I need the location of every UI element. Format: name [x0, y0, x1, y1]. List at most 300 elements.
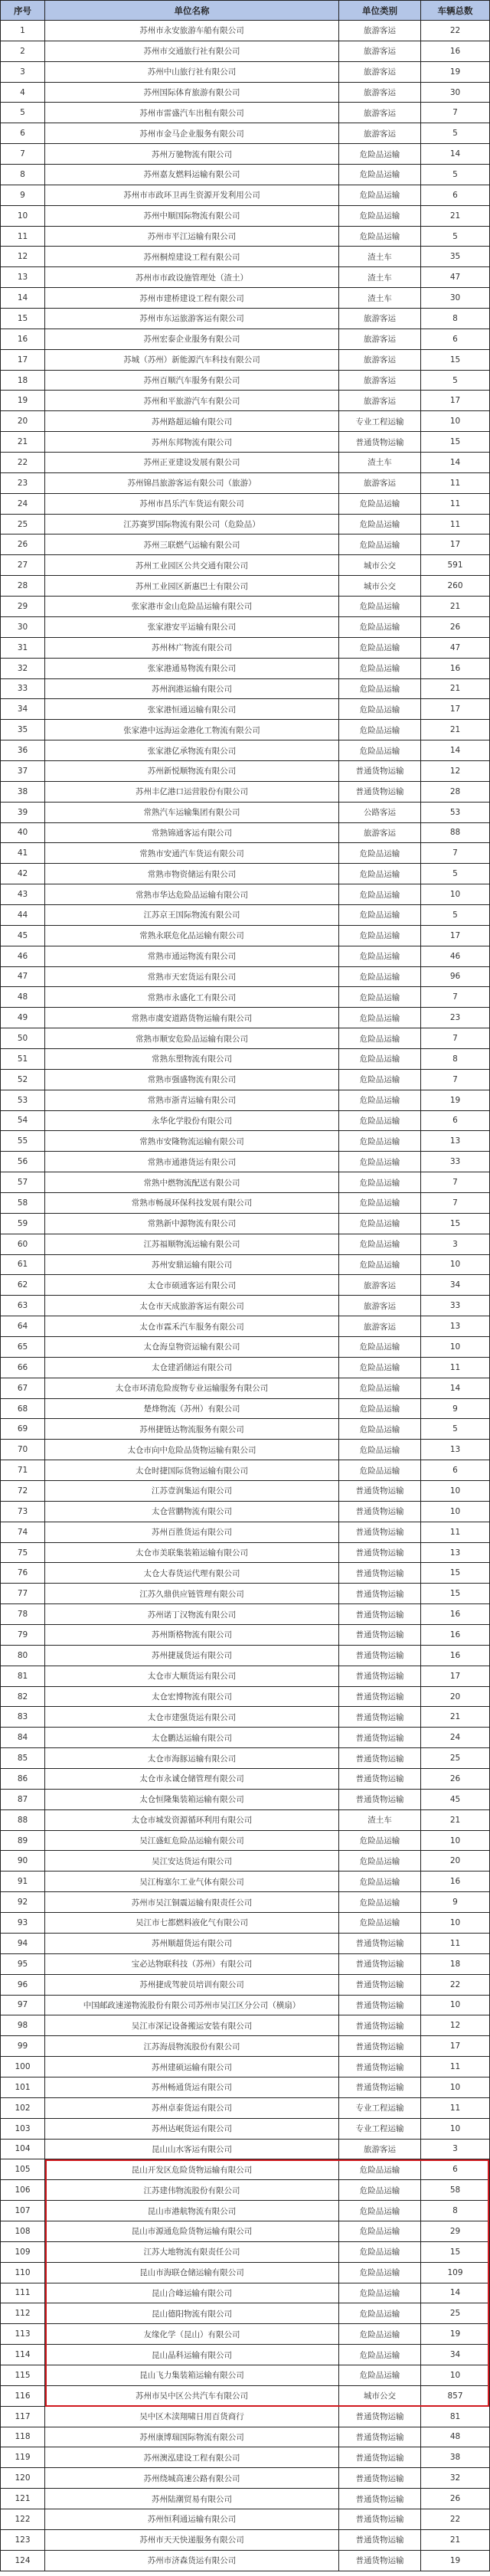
table-row: [0, 494, 490, 515]
row-category: 旅游客运: [339, 329, 421, 349]
row-vehicle-count: 26: [421, 617, 490, 637]
row-seq: 17: [0, 350, 45, 370]
row-category: 旅游客运: [339, 1316, 421, 1336]
row-company-name: 昆山飞力集装箱运输有限公司: [45, 2365, 339, 2385]
row-category: 普通货物运输: [339, 2489, 421, 2509]
row-vehicle-count: 20: [421, 1851, 490, 1871]
row-vehicle-count: 14: [421, 1378, 490, 1398]
row-company-name: 苏州市昌乐汽车货运有限公司: [45, 494, 339, 514]
row-company-name: 太仓市永诚仓储管理有限公司: [45, 1769, 339, 1789]
row-category: 危险品运输: [339, 1337, 421, 1357]
row-category: 普通货物运输: [339, 1522, 421, 1542]
table-row: [0, 597, 490, 617]
row-vehicle-count: 21: [421, 206, 490, 226]
row-vehicle-count: 6: [421, 2159, 490, 2179]
row-company-name: 常熟市天宏货运有限公司: [45, 967, 339, 987]
table-row: [0, 350, 490, 371]
table-row: [0, 2365, 490, 2386]
row-company-name: 江苏大地物流有限责任公司: [45, 2242, 339, 2262]
table-row: [0, 2530, 490, 2551]
row-vehicle-count: 10: [421, 1996, 490, 2015]
row-company-name: 昆山开发区危险货物运输有限公司: [45, 2159, 339, 2179]
row-seq: 6: [0, 123, 45, 143]
row-company-name: 苏州工业园区新惠巴士有限公司: [45, 576, 339, 596]
row-seq: 83: [0, 1707, 45, 1727]
row-company-name: 苏州市吴中区公共汽车有限公司: [45, 2386, 339, 2406]
row-seq: 100: [0, 2057, 45, 2077]
row-vehicle-count: 21: [421, 2530, 490, 2550]
table-row: [0, 1460, 490, 1481]
row-vehicle-count: 88: [421, 823, 490, 843]
row-category: 危险品运输: [339, 1214, 421, 1234]
row-vehicle-count: 34: [421, 2345, 490, 2365]
row-vehicle-count: 22: [421, 21, 490, 41]
row-vehicle-count: 11: [421, 1358, 490, 1378]
row-company-name: 江苏海晨物流股份有限公司: [45, 2036, 339, 2056]
row-vehicle-count: 17: [421, 534, 490, 554]
row-company-name: 苏州嘉友燃料运输有限公司: [45, 165, 339, 185]
row-vehicle-count: 96: [421, 967, 490, 987]
table-row: [0, 371, 490, 391]
table-row: [0, 1975, 490, 1996]
row-vehicle-count: 7: [421, 1070, 490, 1090]
row-company-name: 昆山山水客运有限公司: [45, 2140, 339, 2159]
row-seq: 118: [0, 2427, 45, 2447]
row-vehicle-count: 7: [421, 843, 490, 863]
row-seq: 96: [0, 1975, 45, 1995]
table-row: [0, 1831, 490, 1852]
row-vehicle-count: 7: [421, 1193, 490, 1213]
row-seq: 102: [0, 2098, 45, 2118]
row-category: 旅游客运: [339, 2140, 421, 2159]
row-vehicle-count: 35: [421, 247, 490, 266]
table-row: [0, 1214, 490, 1234]
row-category: 普通货物运输: [339, 432, 421, 452]
row-category: 旅游客运: [339, 823, 421, 843]
row-category: 危险品运输: [339, 884, 421, 904]
row-company-name: 苏州市雷盛汽车出租有限公司: [45, 103, 339, 123]
header-count: 车辆总数: [421, 1, 490, 20]
row-category: 普通货物运输: [339, 2407, 421, 2427]
row-vehicle-count: 13: [421, 1543, 490, 1563]
row-seq: 111: [0, 2283, 45, 2303]
row-category: 危险品运输: [339, 1234, 421, 1254]
row-seq: 13: [0, 267, 45, 287]
table-row: [0, 185, 490, 206]
row-vehicle-count: 260: [421, 576, 490, 596]
header-name: 单位名称: [45, 1, 339, 20]
table-row: [0, 1131, 490, 1152]
row-vehicle-count: 21: [421, 597, 490, 616]
row-category: 普通货物运输: [339, 2036, 421, 2056]
row-company-name: 常熟市浙青运输有限公司: [45, 1090, 339, 1110]
row-seq: 47: [0, 967, 45, 987]
row-seq: 54: [0, 1111, 45, 1131]
row-seq: 49: [0, 1008, 45, 1028]
row-category: 危险品运输: [339, 946, 421, 966]
row-company-name: 常熟市永盛化工有限公司: [45, 987, 339, 1007]
row-company-name: 苏州建硕运输有限公司: [45, 2057, 339, 2077]
row-category: 普通货物运输: [339, 1481, 421, 1501]
row-seq: 42: [0, 864, 45, 884]
row-vehicle-count: 5: [421, 123, 490, 143]
table-row: [0, 227, 490, 247]
row-company-name: 江苏久鼎供应链管理有限公司: [45, 1584, 339, 1603]
header-type: 单位类别: [339, 1, 421, 20]
row-company-name: 苏州市天天快递服务有限公司: [45, 2530, 339, 2550]
table-row: [0, 2509, 490, 2530]
table-row: [0, 1543, 490, 1564]
row-company-name: 宝必达物联科技（苏州）有限公司: [45, 1954, 339, 1974]
row-vehicle-count: 11: [421, 1934, 490, 1953]
row-category: 危险品运输: [339, 1831, 421, 1851]
row-seq: 94: [0, 1934, 45, 1953]
row-category: 普通货物运输: [339, 2468, 421, 2488]
row-vehicle-count: 10: [421, 1337, 490, 1357]
table-row: [0, 391, 490, 411]
row-vehicle-count: 28: [421, 782, 490, 802]
table-row: [0, 1070, 490, 1090]
row-seq: 59: [0, 1214, 45, 1234]
row-seq: 38: [0, 782, 45, 802]
row-company-name: 苏城（苏州）新能源汽车科技有限公司: [45, 350, 339, 370]
row-vehicle-count: 15: [421, 1584, 490, 1603]
row-seq: 76: [0, 1563, 45, 1583]
row-category: 渣土车: [339, 267, 421, 287]
row-vehicle-count: 10: [421, 1913, 490, 1933]
row-category: 普通货物运输: [339, 2427, 421, 2447]
table-row: [0, 165, 490, 185]
row-vehicle-count: 7: [421, 1172, 490, 1192]
table-row: [0, 1172, 490, 1193]
row-category: 危险品运输: [339, 1152, 421, 1172]
row-seq: 67: [0, 1378, 45, 1398]
row-category: 旅游客运: [339, 350, 421, 370]
row-vehicle-count: 16: [421, 1625, 490, 1645]
row-vehicle-count: 5: [421, 165, 490, 185]
table-row: [0, 617, 490, 638]
row-category: 城市公交: [339, 2386, 421, 2406]
row-company-name: 常熟市通港货运有限公司: [45, 1152, 339, 1172]
table-row: [0, 1522, 490, 1543]
table-row: [0, 1481, 490, 1502]
row-seq: 105: [0, 2159, 45, 2179]
table-row: [0, 720, 490, 740]
row-category: 危险品运输: [339, 2159, 421, 2179]
row-vehicle-count: 7: [421, 103, 490, 123]
row-category: 旅游客运: [339, 473, 421, 493]
table-row: [0, 2077, 490, 2098]
row-vehicle-count: 17: [421, 926, 490, 946]
row-seq: 122: [0, 2509, 45, 2529]
row-category: 危险品运输: [339, 2324, 421, 2344]
row-seq: 117: [0, 2407, 45, 2427]
row-seq: 77: [0, 1584, 45, 1603]
row-category: 普通货物运输: [339, 1687, 421, 1707]
row-seq: 22: [0, 453, 45, 472]
table-row: [0, 534, 490, 555]
row-vehicle-count: 6: [421, 329, 490, 349]
row-category: 普通货物运输: [339, 1502, 421, 1522]
row-seq: 58: [0, 1193, 45, 1213]
row-company-name: 太仓鹏达运输有限公司: [45, 1728, 339, 1747]
row-company-name: 苏州路超运输有限公司: [45, 411, 339, 431]
row-category: 危险品运输: [339, 206, 421, 226]
header-seq: 序号: [0, 1, 45, 20]
row-category: 危险品运输: [339, 2201, 421, 2221]
row-seq: 8: [0, 165, 45, 185]
row-vehicle-count: 19: [421, 2551, 490, 2571]
row-category: 危险品运输: [339, 617, 421, 637]
row-category: 危险品运输: [339, 740, 421, 760]
table-row: [0, 288, 490, 309]
row-seq: 98: [0, 2015, 45, 2035]
row-company-name: 苏州正亚建设发展有限公司: [45, 453, 339, 472]
row-company-name: 常熟锦通客运有限公司: [45, 823, 339, 843]
row-vehicle-count: 26: [421, 2489, 490, 2509]
row-company-name: 苏州百胜货运有限公司: [45, 1522, 339, 1542]
row-company-name: 苏州恒利通运输有限公司: [45, 2509, 339, 2529]
row-company-name: 苏州斯格物流有限公司: [45, 1625, 339, 1645]
row-seq: 109: [0, 2242, 45, 2262]
row-seq: 25: [0, 515, 45, 534]
row-company-name: 常熟东塑物流有限公司: [45, 1049, 339, 1069]
row-company-name: 太仓海皇物资运输有限公司: [45, 1337, 339, 1357]
row-category: 普通货物运输: [339, 1563, 421, 1583]
row-company-name: 太仓营鹏物流有限公司: [45, 1502, 339, 1522]
table-row: [0, 659, 490, 679]
row-seq: 2: [0, 41, 45, 61]
row-seq: 65: [0, 1337, 45, 1357]
row-vehicle-count: 16: [421, 1604, 490, 1624]
row-vehicle-count: 22: [421, 2509, 490, 2529]
row-vehicle-count: 10: [421, 2119, 490, 2139]
row-category: 渣土车: [339, 453, 421, 472]
row-vehicle-count: 6: [421, 185, 490, 205]
table-row: [0, 247, 490, 267]
row-seq: 60: [0, 1234, 45, 1254]
row-category: 危险品运输: [339, 2345, 421, 2365]
row-vehicle-count: 29: [421, 2221, 490, 2241]
row-category: 危险品运输: [339, 2303, 421, 2323]
row-vehicle-count: 17: [421, 2036, 490, 2056]
row-vehicle-count: 10: [421, 411, 490, 431]
row-vehicle-count: 12: [421, 761, 490, 781]
row-vehicle-count: 15: [421, 1214, 490, 1234]
row-company-name: 常熟市顺安危险品运输有限公司: [45, 1028, 339, 1048]
table-header: [0, 0, 490, 21]
table-row: [0, 2159, 490, 2180]
row-vehicle-count: 7: [421, 1028, 490, 1048]
row-seq: 120: [0, 2468, 45, 2488]
table-row: [0, 1934, 490, 1954]
table-row: [0, 2036, 490, 2057]
row-company-name: 苏州锦昌旅游客运有限公司（旅游）: [45, 473, 339, 493]
table-row: [0, 1851, 490, 1872]
row-category: 危险品运输: [339, 1440, 421, 1460]
row-company-name: 苏州东邦物流有限公司: [45, 432, 339, 452]
row-company-name: 昆山晶科运输有限公司: [45, 2345, 339, 2365]
table-row: [0, 2140, 490, 2160]
row-seq: 110: [0, 2263, 45, 2283]
row-company-name: 苏州安鼎运输有限公司: [45, 1255, 339, 1275]
row-seq: 103: [0, 2119, 45, 2139]
row-seq: 80: [0, 1646, 45, 1666]
row-category: 危险品运输: [339, 1028, 421, 1048]
row-vehicle-count: 45: [421, 1790, 490, 1809]
row-vehicle-count: 11: [421, 515, 490, 534]
table-row: [0, 1748, 490, 1769]
table-row: [0, 884, 490, 905]
row-vehicle-count: 16: [421, 1646, 490, 1666]
row-category: 旅游客运: [339, 1275, 421, 1295]
row-seq: 16: [0, 329, 45, 349]
row-company-name: 吴中区木渎翔啸日用百货商行: [45, 2407, 339, 2427]
row-seq: 36: [0, 740, 45, 760]
row-company-name: 苏州百顺汽车服务有限公司: [45, 371, 339, 391]
row-category: 危险品运输: [339, 2263, 421, 2283]
table-row: [0, 926, 490, 946]
row-category: 危险品运输: [339, 165, 421, 185]
row-seq: 107: [0, 2201, 45, 2221]
row-seq: 68: [0, 1399, 45, 1419]
row-seq: 5: [0, 103, 45, 123]
row-company-name: 苏州陆潮贸易有限公司: [45, 2489, 339, 2509]
row-seq: 23: [0, 473, 45, 493]
row-company-name: 张家港中远海运金港化工物流有限公司: [45, 720, 339, 740]
row-seq: 75: [0, 1543, 45, 1563]
row-vehicle-count: 14: [421, 144, 490, 164]
row-company-name: 苏州润港运输有限公司: [45, 679, 339, 699]
row-category: 危险品运输: [339, 515, 421, 534]
row-vehicle-count: 11: [421, 473, 490, 493]
row-category: 公路客运: [339, 803, 421, 822]
row-seq: 121: [0, 2489, 45, 2509]
row-company-name: 昆山市港航物流有限公司: [45, 2201, 339, 2221]
row-category: 普通货物运输: [339, 1625, 421, 1645]
row-vehicle-count: 15: [421, 432, 490, 452]
table-row: [0, 864, 490, 884]
row-vehicle-count: 5: [421, 1419, 490, 1439]
row-category: 普通货物运输: [339, 1707, 421, 1727]
row-company-name: 中国邮政速递物流股份有限公司苏州市吴江区分公司（横扇）: [45, 1996, 339, 2015]
table-row: [0, 21, 490, 41]
row-category: 旅游客运: [339, 41, 421, 61]
row-seq: 84: [0, 1728, 45, 1747]
table-row: [0, 946, 490, 967]
table-row: [0, 576, 490, 597]
row-category: 城市公交: [339, 576, 421, 596]
table-row: [0, 1769, 490, 1790]
table-row: [0, 1399, 490, 1420]
row-category: 普通货物运输: [339, 1954, 421, 1974]
row-seq: 71: [0, 1460, 45, 1480]
row-category: 普通货物运输: [339, 2551, 421, 2571]
row-seq: 89: [0, 1831, 45, 1851]
row-category: 危险品运输: [339, 967, 421, 987]
row-category: 渣土车: [339, 288, 421, 308]
row-seq: 66: [0, 1358, 45, 1378]
row-category: 普通货物运输: [339, 2447, 421, 2467]
row-company-name: 苏州中顺国际物流有限公司: [45, 206, 339, 226]
row-vehicle-count: 21: [421, 1810, 490, 1830]
row-seq: 78: [0, 1604, 45, 1624]
row-vehicle-count: 15: [421, 2242, 490, 2262]
row-category: 城市公交: [339, 555, 421, 575]
row-category: 危险品运输: [339, 1892, 421, 1912]
row-company-name: 吴江市七都燃料液化气有限公司: [45, 1913, 339, 1933]
row-vehicle-count: 32: [421, 2468, 490, 2488]
row-category: 旅游客运: [339, 83, 421, 103]
table-row: [0, 103, 490, 123]
row-vehicle-count: 47: [421, 638, 490, 658]
row-category: 危险品运输: [339, 1378, 421, 1398]
row-company-name: 常熟汽车运输集团有限公司: [45, 803, 339, 822]
row-vehicle-count: 22: [421, 1975, 490, 1995]
row-company-name: 苏州绕城高速公路有限公司: [45, 2468, 339, 2488]
row-vehicle-count: 23: [421, 1008, 490, 1028]
row-seq: 113: [0, 2324, 45, 2344]
row-company-name: 江苏建伟物流股份有限公司: [45, 2180, 339, 2200]
row-company-name: 苏州市交通旅行社有限公司: [45, 41, 339, 61]
table-row: [0, 2015, 490, 2036]
table-row: [0, 2283, 490, 2304]
row-seq: 69: [0, 1419, 45, 1439]
row-vehicle-count: 14: [421, 740, 490, 760]
table-row: [0, 1275, 490, 1296]
row-vehicle-count: 6: [421, 1460, 490, 1480]
row-company-name: 吴江梅塞尔工业气体有限公司: [45, 1872, 339, 1891]
row-company-name: 太仓宏博物流有限公司: [45, 1687, 339, 1707]
row-category: 危险品运输: [339, 1851, 421, 1871]
row-company-name: 苏州市东运旅游客运有限公司: [45, 309, 339, 329]
row-vehicle-count: 8: [421, 2201, 490, 2221]
row-seq: 91: [0, 1872, 45, 1891]
table-row: [0, 555, 490, 576]
row-seq: 11: [0, 227, 45, 247]
row-company-name: 苏州捷链达物流服务有限公司: [45, 1419, 339, 1439]
table-row: [0, 2468, 490, 2489]
row-seq: 82: [0, 1687, 45, 1707]
table-row: [0, 1872, 490, 1892]
row-seq: 9: [0, 185, 45, 205]
row-company-name: 江苏赛罗国际物流有限公司（危险品）: [45, 515, 339, 534]
row-seq: 28: [0, 576, 45, 596]
table-row: [0, 2447, 490, 2468]
row-company-name: 苏州三联燃气运输有限公司: [45, 534, 339, 554]
row-company-name: 太仓时捷国际货物运输有限公司: [45, 1460, 339, 1480]
table-row: [0, 432, 490, 453]
row-seq: 14: [0, 288, 45, 308]
row-vehicle-count: 7: [421, 987, 490, 1007]
row-category: 危险品运输: [339, 1131, 421, 1151]
row-category: 危险品运输: [339, 720, 421, 740]
row-company-name: 常熟市物资储运有限公司: [45, 864, 339, 884]
row-company-name: 太仓市硕通客运有限公司: [45, 1275, 339, 1295]
row-company-name: 太仓市大顺货运有限公司: [45, 1666, 339, 1686]
row-vehicle-count: 3: [421, 1234, 490, 1254]
row-company-name: 张家港恒通运输有限公司: [45, 699, 339, 719]
table-row: [0, 1687, 490, 1708]
row-company-name: 吴江安达货运有限公司: [45, 1851, 339, 1871]
row-company-name: 苏州市吴江铜震运输有限责任公司: [45, 1892, 339, 1912]
row-category: 普通货物运输: [339, 2077, 421, 2097]
table-row: [0, 62, 490, 83]
row-seq: 104: [0, 2140, 45, 2159]
row-company-name: 江苏福顺物流运输有限公司: [45, 1234, 339, 1254]
row-category: 危险品运输: [339, 638, 421, 658]
row-vehicle-count: 30: [421, 83, 490, 103]
